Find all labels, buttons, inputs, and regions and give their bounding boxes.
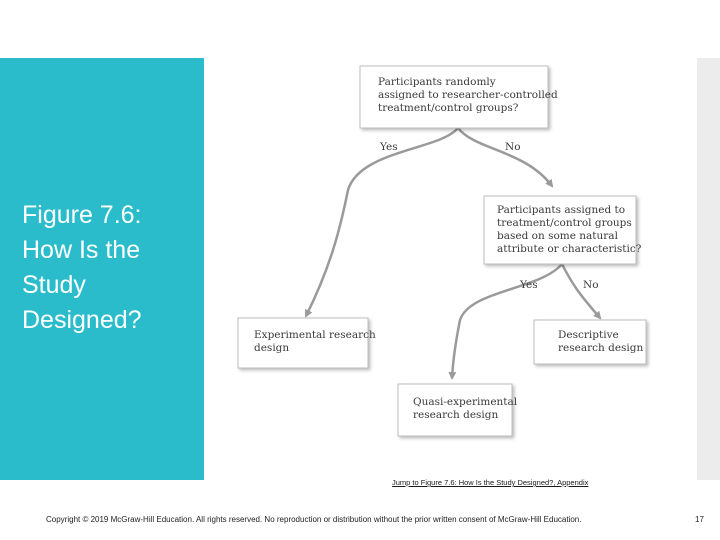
arrow-q1-yes bbox=[306, 128, 458, 316]
result-box-descriptive bbox=[534, 320, 646, 364]
experimental-line-2: design bbox=[254, 342, 290, 354]
descriptive-line-2: research design bbox=[558, 342, 644, 354]
page-number: 17 bbox=[695, 515, 704, 524]
result-box-quasi-experimental bbox=[398, 384, 518, 436]
descriptive-line-1: Descriptive bbox=[558, 329, 619, 341]
result-box-experimental bbox=[238, 318, 376, 368]
arrow-q1-no bbox=[458, 128, 552, 186]
quasi-line-1: Quasi-experimental bbox=[413, 396, 518, 408]
copyright-notice: Copyright © 2019 McGraw-Hill Education. All rights reserved. No reproduction or distribution without the prior written consent of McGraw-Hill Education. bbox=[46, 515, 582, 524]
figure-title: Figure 7.6: How Is the Study Designed? bbox=[22, 201, 142, 334]
question-box-random-assignment bbox=[360, 66, 558, 128]
appendix-link[interactable]: Jump to Figure 7.6: How Is the Study Designed?, Appendix bbox=[392, 478, 589, 487]
q1-line-2: assigned to researcher-controlled bbox=[378, 89, 558, 101]
q1-line-1: Participants randomly bbox=[378, 76, 496, 88]
question-box-natural-attribute bbox=[484, 196, 642, 264]
quasi-line-2: research design bbox=[413, 409, 499, 421]
q1-no-label: No bbox=[505, 141, 521, 153]
q2-line-1: Participants assigned to bbox=[497, 204, 626, 216]
arrow-q2-no bbox=[562, 264, 600, 318]
q2-yes-label: Yes bbox=[520, 279, 538, 291]
q2-line-4: attribute or characteristic? bbox=[497, 243, 642, 255]
q2-line-2: treatment/control groups bbox=[497, 217, 632, 229]
q2-no-label: No bbox=[583, 279, 599, 291]
experimental-line-1: Experimental research bbox=[254, 329, 376, 341]
q1-yes-label: Yes bbox=[380, 141, 398, 153]
q1-line-3: treatment/control groups? bbox=[378, 102, 519, 114]
q2-line-3: based on some natural bbox=[497, 230, 618, 242]
